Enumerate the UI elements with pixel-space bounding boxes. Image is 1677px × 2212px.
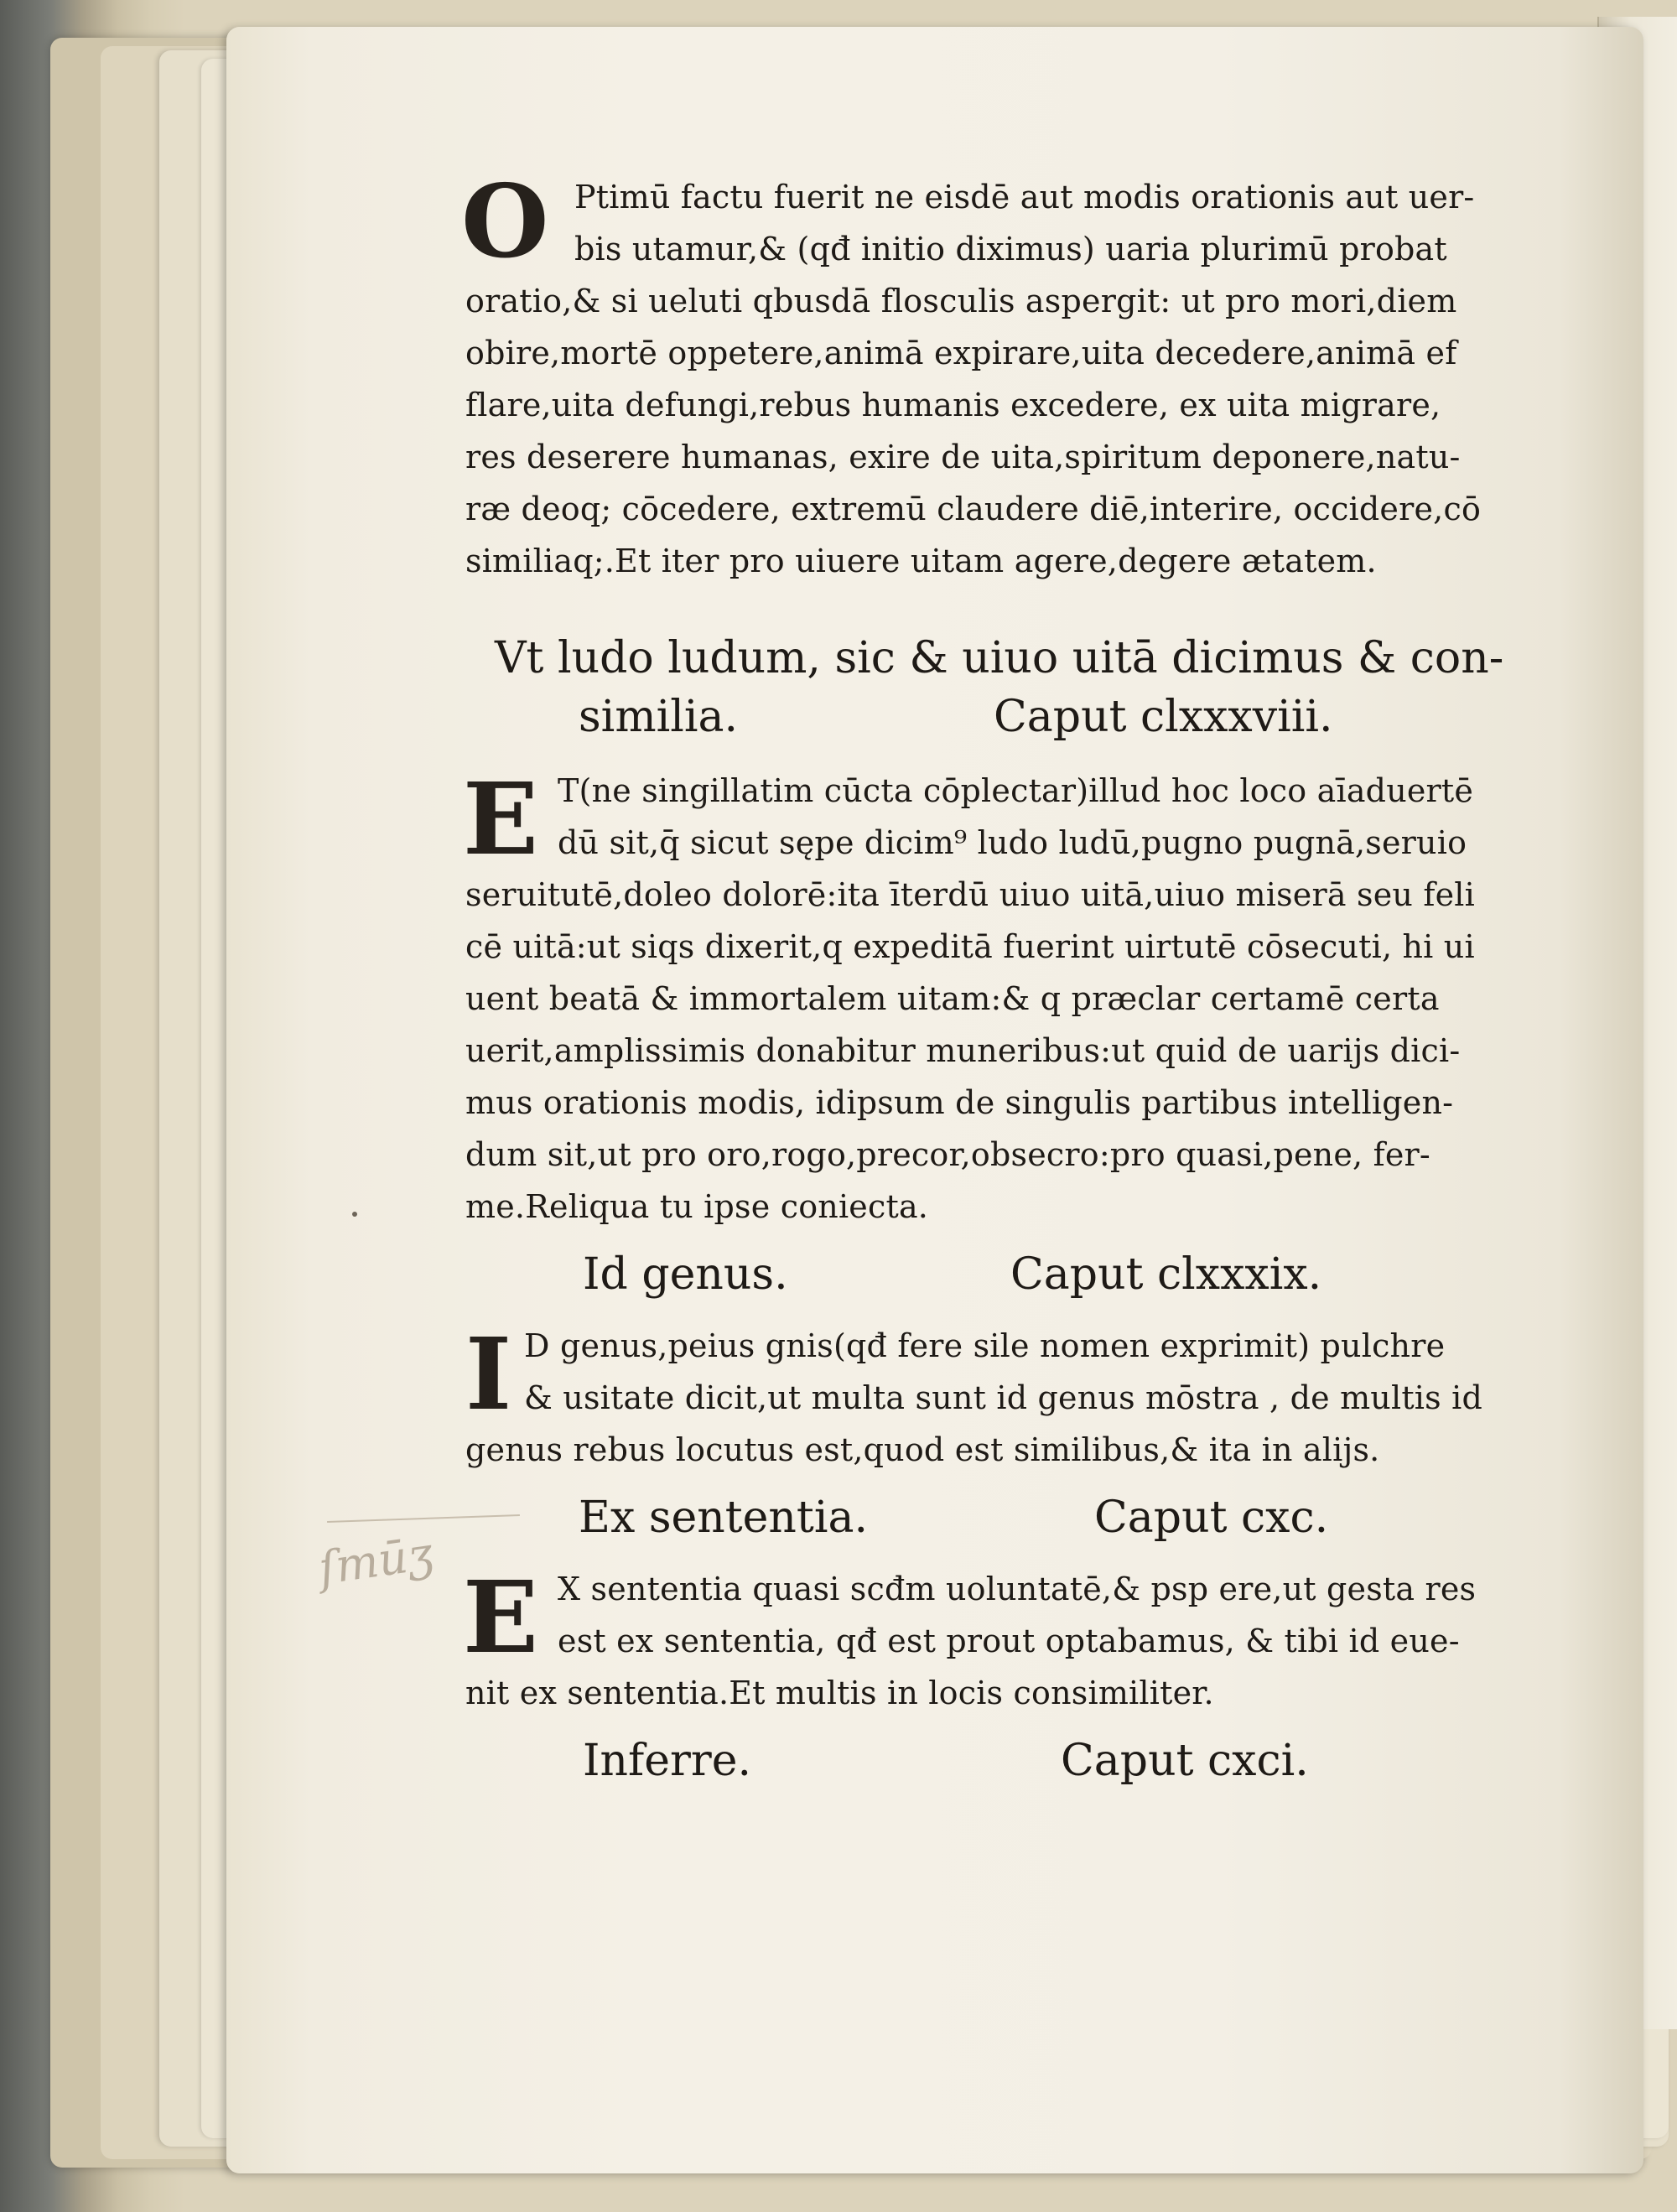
text-line: D genus,peius gnis(qđ fere sile nomen exprimit) pulchre bbox=[524, 1327, 1446, 1364]
text-line: dū sit,q̄ sicut sępe dicim⁹ ludo ludū,pugno pugnā,seruio bbox=[558, 824, 1467, 861]
chapter-heading: Vt ludo ludum, sic & uiuo uitā dicimus & con- bbox=[495, 633, 1504, 683]
chapter-number: Caput clxxxix. bbox=[1010, 1249, 1322, 1300]
text-line: & usitate dicit,ut multa sunt id genus mōstra , de multis id bbox=[524, 1379, 1483, 1416]
text-line: uent beatā & immortalem uitam:& q præclar certamē certa bbox=[465, 980, 1440, 1017]
chapter-heading: Ex sententia. bbox=[579, 1493, 868, 1543]
chapter-number: Caput cxci. bbox=[1061, 1736, 1309, 1786]
text-line: similiaq;.Et iter pro uiuere uitam agere,degere ætatem. bbox=[465, 543, 1377, 579]
drop-initial-e: E bbox=[463, 1559, 538, 1675]
margin-mark bbox=[352, 1212, 357, 1217]
text-line: obire,mortē oppetere,animā expirare,uita decedere,animā ef bbox=[465, 335, 1457, 371]
chapter-heading-cont: similia. bbox=[579, 692, 739, 742]
text-line: est ex sententia, qđ est prout optabamus, & tibi id eue- bbox=[558, 1623, 1460, 1659]
text-line: nit ex sententia.Et multis in locis consimiliter. bbox=[465, 1675, 1214, 1711]
text-line: res deserere humanas, exire de uita,spiritum deponere,natu- bbox=[465, 439, 1461, 475]
text-line: ræ deoq; cōcedere, extremū claudere diē,interire, occidere,cō bbox=[465, 491, 1482, 527]
drop-initial-o: O bbox=[461, 163, 549, 281]
chapter-heading: Inferre. bbox=[583, 1736, 752, 1786]
text-line: bis utamur,& (qđ initio diximus) uaria plurimū probat bbox=[574, 231, 1447, 267]
marginal-annotation-mark: ſmūʒ bbox=[315, 1526, 437, 1596]
text-line: uerit,amplissimis donabitur muneribus:ut quid de uarijs dici- bbox=[465, 1032, 1461, 1069]
text-line: seruitutē,doleo dolorē:ita īterdū uiuo uitā,uiuo miserā seu feli bbox=[465, 876, 1475, 913]
chapter-number: Caput cxc. bbox=[1094, 1493, 1329, 1543]
text-line: dum sit,ut pro oro,rogo,precor,obsecro:pro quasi,pene, fer- bbox=[465, 1136, 1430, 1173]
drop-initial-e: E bbox=[463, 761, 538, 877]
text-line: T(ne singillatim cūcta cōplectar)illud hoc loco aīaduertē bbox=[558, 772, 1474, 809]
chapter-heading: Id genus. bbox=[583, 1249, 788, 1300]
text-line: Ptimū factu fuerit ne eisdē aut modis orationis aut uer- bbox=[574, 179, 1475, 215]
text-line: mus orationis modis, idipsum de singulis partibus intelligen- bbox=[465, 1084, 1454, 1121]
text-line: flare,uita defungi,rebus humanis excedere, ex uita migrare, bbox=[465, 387, 1441, 423]
text-line: me.Reliqua tu ipse coniecta. bbox=[465, 1188, 929, 1225]
text-line: genus rebus locutus est,quod est similibus,& ita in alijs. bbox=[465, 1431, 1380, 1468]
drop-initial-i: I bbox=[465, 1316, 512, 1432]
text-line: cē uitā:ut siqs dixerit,q expeditā fuerint uirtutē cōsecuti, hi ui bbox=[465, 928, 1475, 965]
text-line: X sententia quasi scđm uoluntatē,& psp ere,ut gesta res bbox=[558, 1571, 1477, 1607]
text-line: oratio,& si ueluti qbusdā flosculis aspergit: ut pro mori,diem bbox=[465, 283, 1457, 319]
chapter-number: Caput clxxxviii. bbox=[994, 692, 1333, 742]
